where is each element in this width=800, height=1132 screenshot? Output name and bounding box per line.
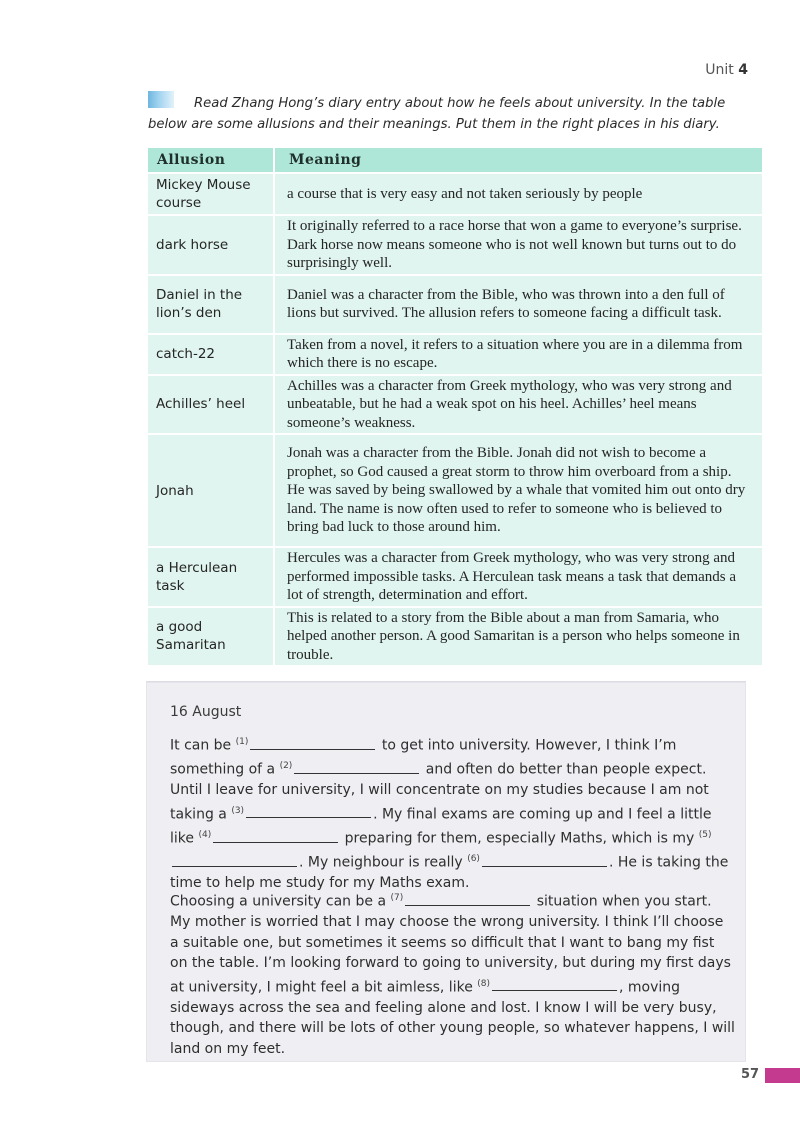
- table-row: [148, 607, 762, 666]
- table-row: [148, 434, 762, 547]
- allusion-cell: catch-22: [148, 334, 274, 375]
- diary-entry-box: [146, 681, 746, 1062]
- diary-text: . My neighbour is really: [299, 854, 463, 871]
- diary-paragraph-2: [170, 888, 735, 1059]
- meaning-cell: Daniel was a character from the Bible, who was thrown into a den full of lions but survived. The allusion refers to someone facing a difficult task.: [274, 275, 762, 334]
- diary-text: to get into university. However, I think I’m something of a: [170, 737, 677, 778]
- page-accent-bar: [765, 1068, 800, 1083]
- diary-text: , moving sideways across the sea and feeling alone and lost. I know I will be very busy, though, and there will be lots of other young people, so whatever happens, I will land on my feet.: [170, 979, 735, 1057]
- diary-text: Choosing a university can be a: [170, 893, 387, 910]
- meaning-cell: Jonah was a character from the Bible. Jonah did not wish to become a prophet, so God caused a great storm to throw him overboard from a ship. He was saved by being swallowed by a whale that vomited him out onto dry land. The name is now often used to refer to someone who is believed to bring bad luck to those around him.: [274, 434, 762, 547]
- blank-5[interactable]: [172, 855, 297, 867]
- diary-text: situation when you start. My mother is worried that I may choose the wrong university. I think I’ll choose a suitable one, but sometimes it seems so difficult that I want to bang my fist on the table. I’m looking forward to going to university, but during my first days at university, I might feel a bit aimless, like: [170, 893, 731, 996]
- header-allusion: Allusion: [148, 148, 274, 173]
- allusion-cell: a good Samaritan: [148, 607, 274, 666]
- table-row: [148, 215, 762, 275]
- blank-number: (5): [698, 829, 712, 840]
- diary-paragraph-1: [170, 732, 735, 894]
- meaning-cell: a course that is very easy and not taken seriously by people: [274, 173, 762, 215]
- blank-number: (8): [477, 978, 491, 989]
- blank-6[interactable]: [482, 855, 607, 867]
- blank-1[interactable]: [250, 738, 375, 750]
- meaning-cell: It originally referred to a race horse that won a game to everyone’s surprise. Dark horse now means someone who is not well known but turns out to do surprisingly well.: [274, 215, 762, 275]
- blank-number: (1): [235, 737, 249, 747]
- exercise-instructions: Read Zhang Hong’s diary entry about how he feels about university. In the table below are some allusions and their meanings. Put them in the right places in his diary.: [148, 96, 726, 132]
- meaning-cell: Taken from a novel, it refers to a situation where you are in a dilemma from which there is no escape.: [274, 334, 762, 375]
- blank-number: (6): [467, 854, 480, 865]
- blank-4[interactable]: [213, 831, 338, 843]
- blank-number: (3): [231, 805, 245, 816]
- blank-number: (4): [198, 829, 212, 840]
- diary-date: 16 August: [170, 704, 242, 720]
- table-row: [148, 375, 762, 435]
- unit-number: 4: [738, 62, 748, 78]
- table-row: [148, 275, 762, 334]
- table-row: [148, 547, 762, 607]
- diary-text: It can be: [170, 737, 232, 754]
- allusion-cell: a Herculean task: [148, 547, 274, 607]
- unit-text: Unit: [705, 62, 734, 78]
- table-row: [148, 334, 762, 375]
- table-row: [148, 173, 762, 215]
- diary-text: . My final exams are coming up and I feel a little like: [170, 806, 712, 847]
- blank-number: (2): [279, 761, 293, 772]
- blank-2[interactable]: [294, 762, 419, 774]
- blank-7[interactable]: [405, 894, 530, 906]
- blank-3[interactable]: [246, 806, 371, 818]
- allusions-table: [148, 148, 762, 665]
- meaning-cell: Hercules was a character from Greek mythology, who was very strong and performed impossible tasks. A Herculean task means a task that demands a lot of strength, determination and effort.: [274, 547, 762, 607]
- unit-label: [705, 62, 748, 78]
- allusion-cell: Achilles’ heel: [148, 375, 274, 435]
- table-header-row: [148, 148, 762, 173]
- allusion-cell: Mickey Mouse course: [148, 173, 274, 215]
- allusion-cell: dark horse: [148, 215, 274, 275]
- page-number: 57: [741, 1067, 760, 1082]
- header-meaning: Meaning: [274, 148, 762, 173]
- diary-text: preparing for them, especially Maths, which is my: [344, 830, 695, 847]
- allusion-cell: Daniel in the lion’s den: [148, 275, 274, 334]
- meaning-cell: Achilles was a character from Greek mythology, who was very strong and unbeatable, but he had a weak spot on his heel. Achilles’ heel means someone’s weakness.: [274, 375, 762, 435]
- meaning-cell: This is related to a story from the Bible about a man from Samaria, who helped another person. A good Samaritan is a person who helps someone in trouble.: [274, 607, 762, 666]
- diary-text: . He is taking the time to help me study for my Maths exam.: [170, 854, 729, 892]
- blank-8[interactable]: [492, 979, 617, 991]
- diary-text: and often do better than people expect. Until I leave for university, I will concentrate on my studies because I am not taking a: [170, 761, 709, 823]
- allusion-cell: Jonah: [148, 434, 274, 547]
- blank-number: (7): [390, 893, 404, 903]
